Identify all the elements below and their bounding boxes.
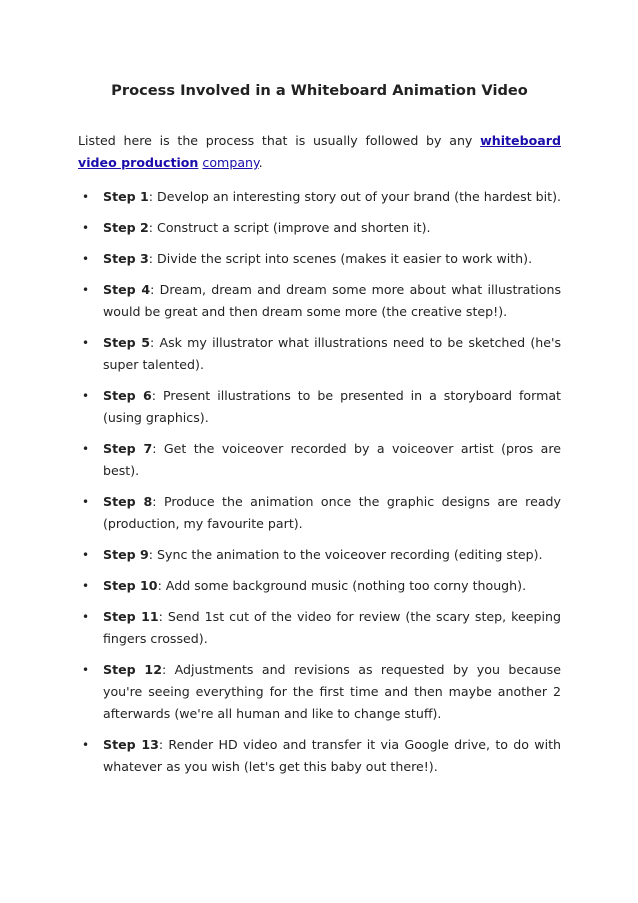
list-item-step-1 [78,186,561,208]
step-label: Step 10 [103,578,158,593]
intro-paragraph [78,130,561,174]
step-text: : Ask my illustrator what illustrations need to be sketched (he's super talented). [103,335,562,372]
intro-text-after: . [258,155,263,170]
step-text: : Divide the script into scenes (makes it easier to work with). [148,251,533,266]
list-item-step-5 [78,332,561,376]
list-item-step-2 [78,217,561,239]
list-item-step-13 [78,734,561,778]
bullet-icon: • [82,283,90,297]
step-label: Step 3 [103,251,149,266]
list-item-step-9 [78,544,561,566]
steps-list [78,186,561,778]
step-text: : Get the voiceover recorded by a voiceover artist (pros are best). [103,441,562,478]
step-text: : Develop an interesting story out of your brand (the hardest bit). [148,189,562,204]
step-text: : Construct a script (improve and shorten it). [148,220,431,235]
bullet-icon: • [82,548,90,562]
step-label: Step 11 [103,609,159,624]
bullet-icon: • [82,610,90,624]
step-label: Step 6 [103,388,152,403]
list-item-step-8 [78,491,561,535]
step-label: Step 7 [103,441,153,456]
bullet-icon: • [82,190,90,204]
step-label: Step 1 [103,189,149,204]
bullet-icon: • [82,252,90,266]
step-label: Step 2 [103,220,149,235]
step-text: : Present illustrations to be presented in a storyboard format (using graphics). [103,388,561,425]
step-label: Step 8 [103,494,153,509]
step-label: Step 4 [103,282,151,297]
bullet-icon: • [82,495,90,509]
bullet-icon: • [82,336,90,350]
step-label: Step 9 [103,547,149,562]
step-label: Step 12 [103,662,162,677]
step-text: : Send 1st cut of the video for review (the scary step, keeping fingers crossed). [103,609,561,646]
bullet-icon: • [82,738,90,752]
step-text: : Adjustments and revisions as requested by you because you're seeing everything for the first time and then maybe another 2 afterwards (we're all human and like to change stuff). [103,662,561,721]
whiteboard-video-production-link[interactable]: whiteboard video production [78,133,561,170]
intro-text-before: Listed here is the process that is usually followed by any [78,133,481,148]
bullet-icon: • [82,579,90,593]
step-text: : Add some background music (nothing too corny though). [157,578,527,593]
list-item-step-7 [78,438,561,482]
list-item-step-11 [78,606,561,650]
bullet-icon: • [82,389,90,403]
bullet-icon: • [82,663,90,677]
list-item-step-6 [78,385,561,429]
list-item-step-12 [78,659,561,725]
document-page [78,0,561,787]
step-text: : Render HD video and transfer it via Google drive, to do with whatever as you wish (let's get this baby out there!). [103,737,561,774]
bullet-icon: • [82,221,90,235]
company-link[interactable]: company [202,155,259,170]
step-text: : Produce the animation once the graphic designs are ready (production, my favourite part). [103,494,561,531]
list-item-step-3 [78,248,561,270]
bullet-icon: • [82,442,90,456]
list-item-step-10 [78,575,561,597]
list-item-step-4 [78,279,561,323]
step-label: Step 13 [103,737,159,752]
step-label: Step 5 [103,335,151,350]
step-text: : Sync the animation to the voiceover recording (editing step). [148,547,543,562]
step-text: : Dream, dream and dream some more about what illustrations would be great and then dream some more (the creative step!). [103,282,562,319]
page-title: Process Involved in a Whiteboard Animation Video [111,82,528,99]
